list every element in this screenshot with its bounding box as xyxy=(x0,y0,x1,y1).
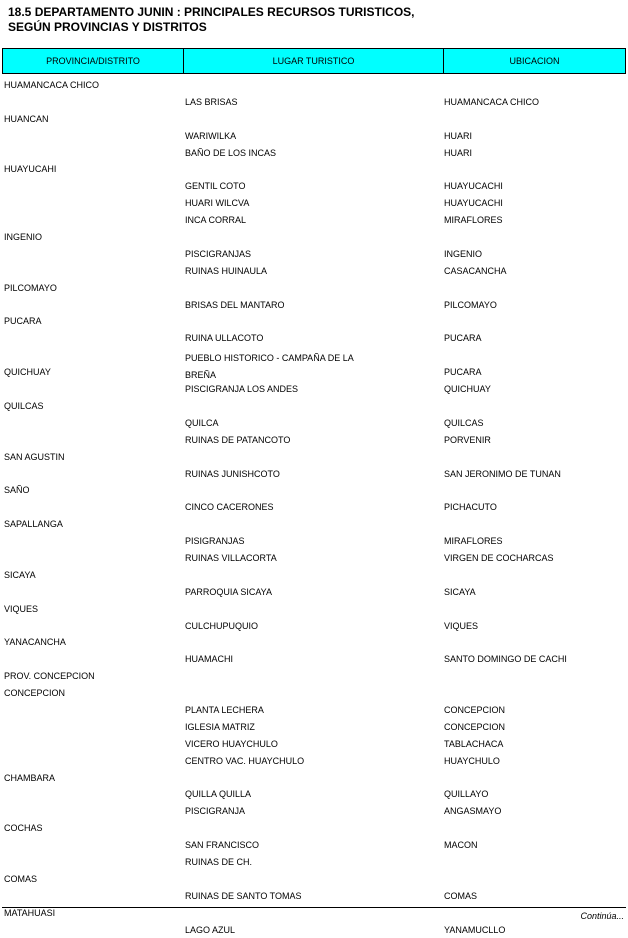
cell-lugar: PISCIGRANJA LOS ANDES xyxy=(185,384,299,395)
page-title xyxy=(8,5,415,35)
table-row xyxy=(0,634,628,651)
table-row xyxy=(0,786,628,803)
table-row xyxy=(0,178,628,195)
cell-ubicacion: MACON xyxy=(444,840,478,851)
cell-lugar: QUILLA QUILLA xyxy=(185,789,252,800)
cell-ubicacion: CONCEPCION xyxy=(444,721,506,732)
table-row xyxy=(0,145,628,162)
cell-provincia: HUANCAN xyxy=(4,113,49,124)
table-row xyxy=(0,195,628,212)
cell-lugar: GENTIL COTO xyxy=(185,181,246,192)
table-row xyxy=(0,466,628,483)
cell-ubicacion: SAN JERONIMO DE TUNAN xyxy=(444,468,561,479)
table-row xyxy=(0,381,628,398)
cell-provincia: SAPALLANGA xyxy=(4,519,63,530)
table-row xyxy=(0,888,628,905)
cell-lugar: RUINAS JUNISHCOTO xyxy=(185,468,280,479)
cell-lugar: LAS BRISAS xyxy=(185,96,238,107)
table-row xyxy=(0,820,628,837)
table-row xyxy=(0,499,628,516)
table-header xyxy=(2,48,626,74)
table-row xyxy=(0,550,628,567)
table-row xyxy=(0,229,628,246)
cell-ubicacion: CONCEPCION xyxy=(444,704,506,715)
table-row xyxy=(0,719,628,736)
table-row xyxy=(0,280,628,297)
continua-note: Continúa... xyxy=(580,911,624,921)
cell-lugar: RUINAS DE PATANCOTO xyxy=(185,434,291,445)
bottom-rule xyxy=(2,907,626,908)
cell-ubicacion: PUCARA xyxy=(444,333,482,344)
cell-provincia: PILCOMAYO xyxy=(4,282,57,293)
table-row xyxy=(0,601,628,618)
table-row xyxy=(0,618,628,635)
table-row xyxy=(0,94,628,111)
cell-lugar: IGLESIA MATRIZ xyxy=(185,721,255,732)
table-row xyxy=(0,803,628,820)
cell-lugar: BAÑO DE LOS INCAS xyxy=(185,147,277,158)
cell-lugar: PLANTA LECHERA xyxy=(185,704,264,715)
cell-ubicacion: VIRGEN DE COCHARCAS xyxy=(444,552,554,563)
cell-lugar: CINCO CACERONES xyxy=(185,502,274,513)
cell-provincia: PUCARA xyxy=(4,316,42,327)
table-row xyxy=(0,584,628,601)
cell-lugar: CENTRO VAC. HUAYCHULO xyxy=(185,755,305,766)
cell-lugar: RUINAS DE SANTO TOMAS xyxy=(185,890,302,901)
cell-lugar: LAGO AZUL xyxy=(185,924,236,935)
table-row xyxy=(0,736,628,753)
table-row xyxy=(0,111,628,128)
table-row xyxy=(0,871,628,888)
cell-ubicacion: HUAYUCACHI xyxy=(444,198,503,209)
cell-provincia: HUAYUCAHI xyxy=(4,164,57,175)
cell-provincia: PROV. CONCEPCION xyxy=(4,671,95,682)
table-row xyxy=(0,263,628,280)
cell-ubicacion: YANAMUCLLO xyxy=(444,924,506,935)
cell-provincia: SICAYA xyxy=(4,569,36,580)
cell-provincia: VIQUES xyxy=(4,603,39,614)
cell-ubicacion: QUILLAYO xyxy=(444,789,489,800)
cell-lugar: INCA CORRAL xyxy=(185,215,247,226)
table-row xyxy=(0,567,628,584)
cell-ubicacion: ANGASMAYO xyxy=(444,806,502,817)
cell-provincia: CHAMBARA xyxy=(4,772,56,783)
cell-provincia: HUAMANCACA CHICO xyxy=(4,80,100,90)
table-body xyxy=(0,77,628,938)
cell-ubicacion: PICHACUTO xyxy=(444,502,497,513)
cell-lugar: WARIWILKA xyxy=(185,130,237,141)
cell-lugar: RUINAS DE CH. xyxy=(185,856,253,867)
cell-ubicacion: MIRAFLORES xyxy=(444,536,503,547)
cell-provincia: SAN AGUSTIN xyxy=(4,451,65,462)
table-row xyxy=(0,128,628,145)
table-row xyxy=(0,297,628,314)
cell-lugar: HUARI WILCVA xyxy=(185,198,250,209)
cell-lugar: PARROQUIA SICAYA xyxy=(185,586,273,597)
cell-provincia: INGENIO xyxy=(4,232,43,243)
cell-lugar: BRISAS DEL MANTARO xyxy=(185,299,285,310)
cell-provincia: COMAS xyxy=(4,873,38,884)
cell-lugar: PISCIGRANJA xyxy=(185,806,246,817)
cell-lugar: VICERO HUAYCHULO xyxy=(185,738,278,749)
table-row xyxy=(0,533,628,550)
cell-provincia: MATAHUASI xyxy=(4,907,56,918)
table-row xyxy=(0,449,628,466)
cell-lugar: RUINAS VILLACORTA xyxy=(185,552,277,563)
title-line-1: 18.5 DEPARTAMENTO JUNIN : PRINCIPALES RECURSOS TURISTICOS, xyxy=(8,5,415,19)
cell-lugar: QUILCA xyxy=(185,417,219,428)
cell-ubicacion: PUCARA xyxy=(444,367,482,378)
cell-provincia: QUICHUAY xyxy=(4,367,51,378)
table-row xyxy=(0,753,628,770)
table-row xyxy=(0,161,628,178)
cell-ubicacion: TABLACHACA xyxy=(444,738,504,749)
header-lugar: LUGAR TURISTICO xyxy=(184,49,444,73)
table-row xyxy=(0,922,628,938)
title-line-2: SEGÚN PROVINCIAS Y DISTRITOS xyxy=(8,20,207,34)
table-row xyxy=(0,702,628,719)
cell-ubicacion: PORVENIR xyxy=(444,434,491,445)
cell-ubicacion: INGENIO xyxy=(444,248,483,259)
cell-lugar: RUINAS HUINAULA xyxy=(185,265,268,276)
cell-ubicacion: QUILCAS xyxy=(444,417,484,428)
table-row xyxy=(0,651,628,668)
table-row xyxy=(0,313,628,330)
cell-ubicacion: HUAYCHULO xyxy=(444,755,500,766)
cell-provincia: SAÑO xyxy=(4,485,30,496)
cell-ubicacion: SICAYA xyxy=(444,586,476,597)
cell-ubicacion: HUAMANCACA CHICO xyxy=(444,96,540,107)
cell-lugar: PISCIGRANJAS xyxy=(185,248,252,259)
table-row xyxy=(0,246,628,263)
table-row xyxy=(0,685,628,702)
cell-lugar: HUAMACHI xyxy=(185,654,234,665)
cell-ubicacion: QUICHUAY xyxy=(444,384,491,395)
cell-ubicacion: VIQUES xyxy=(444,620,479,631)
cell-lugar: PISIGRANJAS xyxy=(185,536,245,547)
cell-ubicacion: HUARI xyxy=(444,130,473,141)
header-ubicacion: UBICACION xyxy=(444,49,625,73)
table-row xyxy=(0,330,628,347)
table-row xyxy=(0,415,628,432)
cell-ubicacion: SANTO DOMINGO DE CACHI xyxy=(444,654,567,665)
cell-ubicacion: COMAS xyxy=(444,890,478,901)
cell-ubicacion: HUAYUCACHI xyxy=(444,181,503,192)
table-row xyxy=(0,482,628,499)
table-row xyxy=(0,837,628,854)
cell-ubicacion: PILCOMAYO xyxy=(444,299,497,310)
table-row xyxy=(0,770,628,787)
header-provincia: PROVINCIA/DISTRITO xyxy=(3,49,184,73)
cell-provincia: YANACANCHA xyxy=(4,637,66,648)
table-row xyxy=(0,668,628,685)
cell-provincia: CONCEPCION xyxy=(4,688,66,699)
cell-ubicacion: CASACANCHA xyxy=(444,265,507,276)
cell-provincia: QUILCAS xyxy=(4,400,44,411)
cell-provincia: COCHAS xyxy=(4,823,43,834)
cell-ubicacion: HUARI xyxy=(444,147,473,158)
cell-lugar: SAN FRANCISCO xyxy=(185,840,260,851)
table-row xyxy=(0,432,628,449)
table-row xyxy=(0,854,628,871)
table-row xyxy=(0,347,628,381)
cell-ubicacion: MIRAFLORES xyxy=(444,215,503,226)
cell-lugar: CULCHUPUQUIO xyxy=(185,620,259,631)
table-row xyxy=(0,516,628,533)
cell-lugar: PUEBLO HISTORICO - CAMPAÑA DE LA BREÑA xyxy=(185,353,354,381)
table-row xyxy=(0,212,628,229)
table-row xyxy=(0,77,628,94)
table-row xyxy=(0,398,628,415)
cell-lugar: RUINA ULLACOTO xyxy=(185,333,264,344)
